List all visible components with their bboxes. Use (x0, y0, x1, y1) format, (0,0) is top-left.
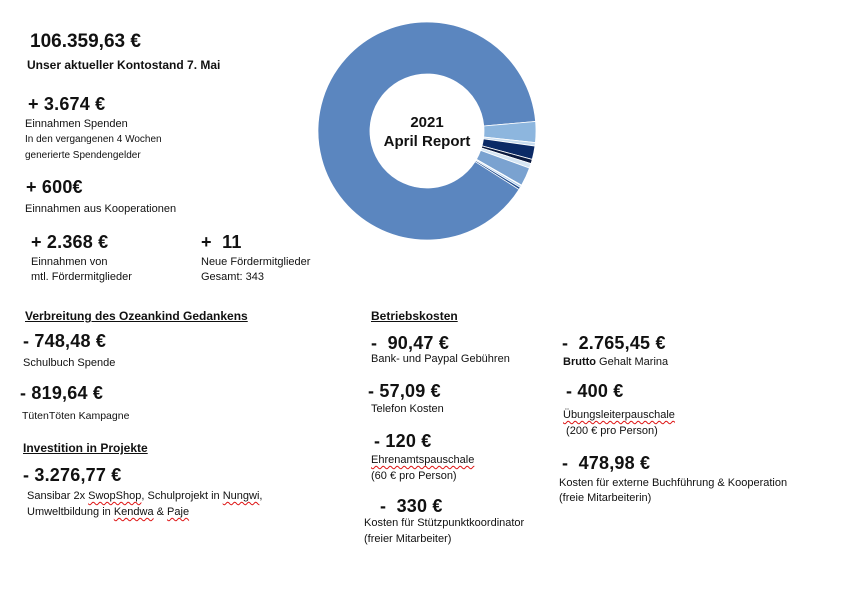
projects-amount: - 3.276,77 € (23, 465, 122, 485)
projects-desc-line1: Sansibar 2x SwopShop, Schulprojekt in Nungwi, (27, 490, 263, 502)
donations-sub2: generierte Spendengelder (25, 150, 141, 161)
cooperations-label: Einnahmen aus Kooperationen (25, 203, 177, 215)
trainer-label: Übungsleiterpauschale (563, 409, 675, 421)
bookkeeping-amount: - 478,98 € (562, 453, 651, 473)
section-title-projekte: Investition in Projekte (23, 441, 148, 455)
new-members-label2: Gesamt: 343 (201, 271, 264, 283)
coordinator-sub: (freier Mitarbeiter) (364, 533, 452, 545)
bookkeeping-label: Kosten für externe Buchführung & Kooperation (559, 477, 788, 489)
phone-label: Telefon Kosten (371, 403, 444, 415)
trainer-sub: (200 € pro Person) (563, 425, 658, 437)
new-members-amount: + 11 (201, 232, 242, 252)
section-title-betriebskosten: Betriebskosten (371, 309, 458, 323)
campaign-amount: - 819,64 € (20, 383, 104, 403)
section-title-verbreitung: Verbreitung des Ozeankind Gedankens (25, 309, 248, 323)
bookkeeping-sub: (freie Mitarbeiterin) (559, 492, 652, 504)
campaign-label: TütenTöten Kampagne (22, 410, 130, 422)
volunteer-label: Ehrenamtspauschale (371, 454, 475, 466)
projects-desc-line2: Umweltbildung in Kendwa & Paje (27, 506, 190, 518)
volunteer-sub: (60 € pro Person) (371, 470, 457, 482)
balance-amount: 106.359,63 € (30, 31, 141, 52)
schoolbook-amount: - 748,48 € (23, 331, 107, 351)
donut-chart (316, 0, 546, 250)
new-members-label1: Neue Fördermitglieder (201, 256, 311, 268)
schoolbook-label: Schulbuch Spende (23, 357, 116, 369)
volunteer-amount: - 120 € (374, 431, 432, 451)
phone-amount: - 57,09 € (368, 381, 441, 401)
supporters-income-label2: mtl. Fördermitglieder (31, 271, 132, 283)
donations-label: Einnahmen Spenden (25, 118, 128, 130)
supporters-income-label1: Einnahmen von (31, 256, 108, 268)
chart-center-title: April Report (383, 133, 471, 150)
trainer-amount: - 400 € (566, 381, 624, 401)
donations-amount: + 3.674 € (28, 94, 106, 114)
coordinator-label: Kosten für Stützpunktkoordinator (364, 517, 525, 529)
salary-amount: - 2.765,45 € (562, 333, 666, 353)
supporters-income-amount: + 2.368 € (31, 232, 109, 252)
donations-sub1: In den vergangenen 4 Wochen (25, 134, 162, 145)
coordinator-amount: - 330 € (380, 496, 443, 516)
bank-fees-label: Bank- und Paypal Gebühren (371, 353, 510, 365)
salary-label: Brutto Gehalt Marina (563, 356, 669, 368)
balance-label: Unser aktueller Kontostand 7. Mai (27, 58, 221, 72)
chart-center-year: 2021 (410, 114, 444, 131)
bank-fees-amount: - 90,47 € (371, 333, 450, 353)
cooperations-amount: + 600€ (26, 177, 83, 197)
